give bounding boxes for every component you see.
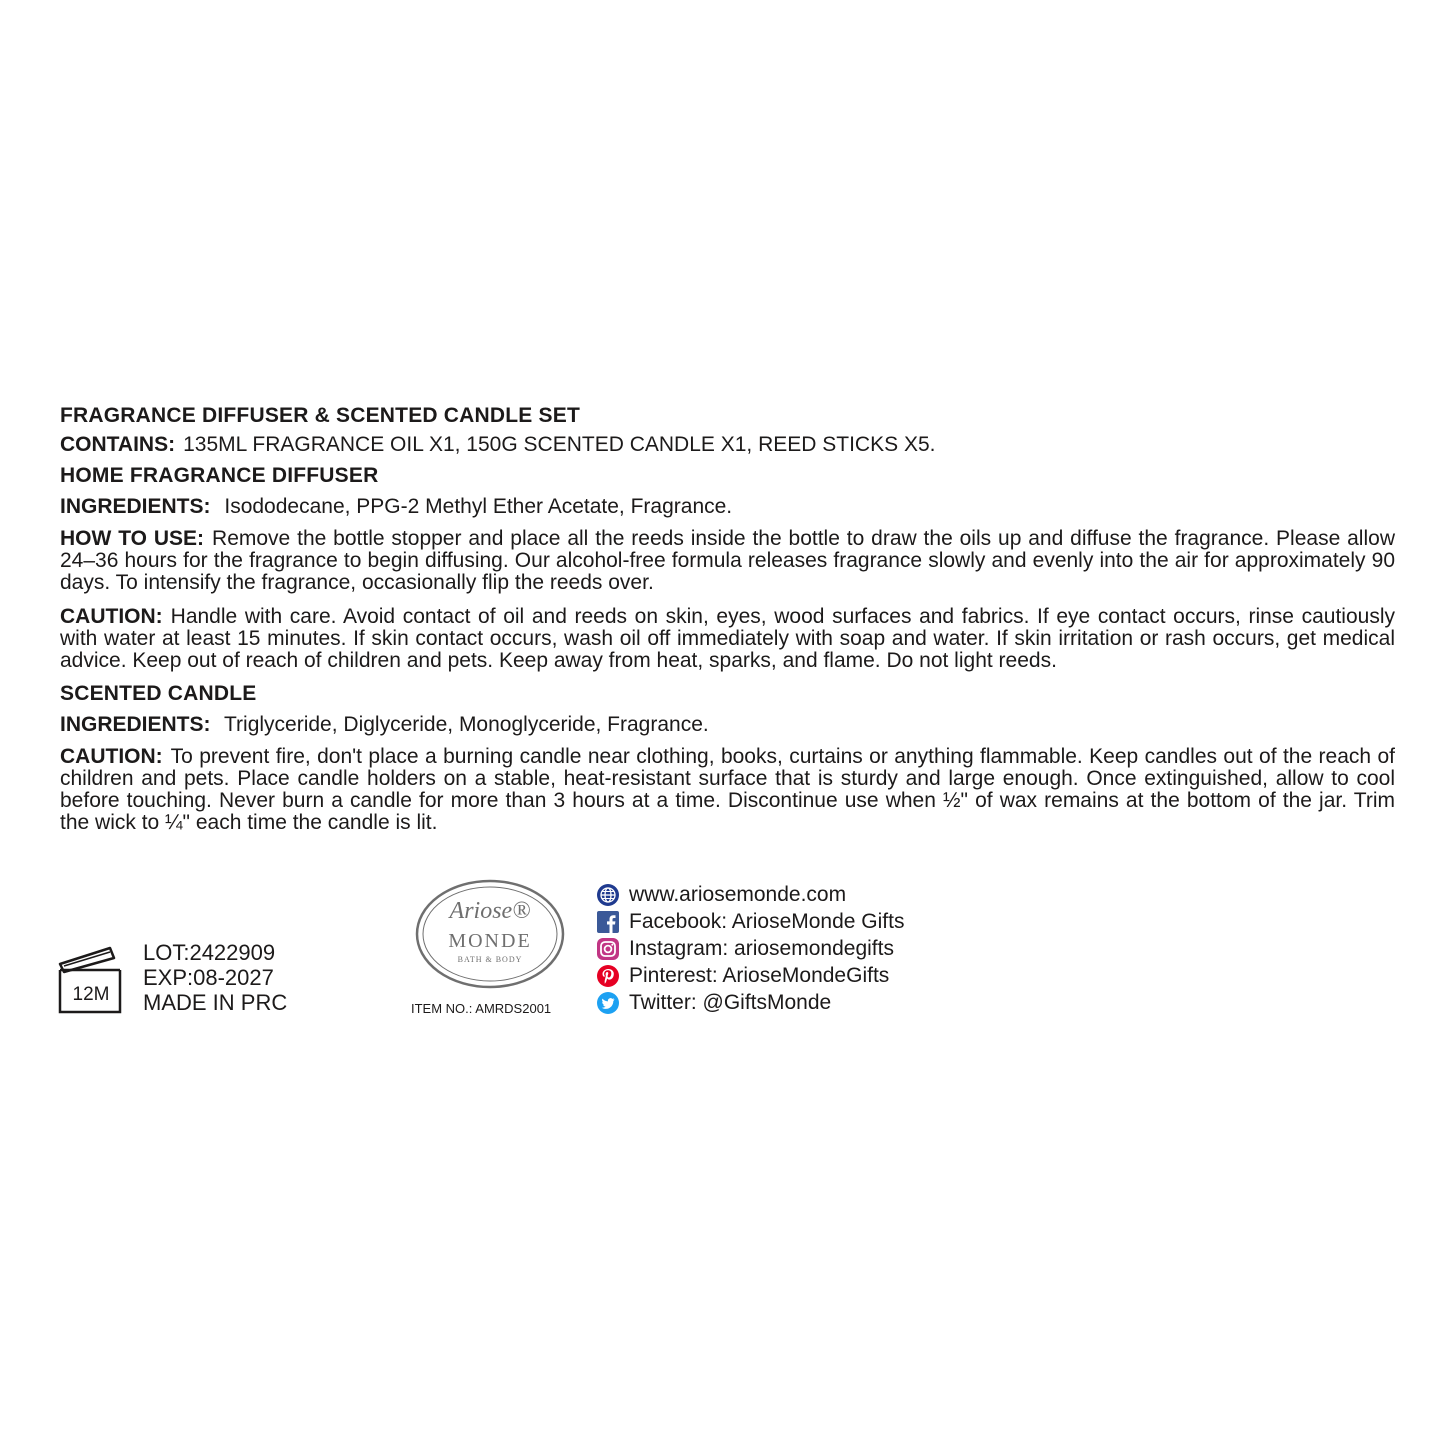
- diffuser-how-to-use: [60, 528, 1395, 594]
- candle-caution-key: CAUTION:: [60, 745, 163, 768]
- twitter-icon: [596, 991, 620, 1015]
- facebook-row[interactable]: [596, 908, 904, 935]
- logo-script-text: Ariose®: [449, 898, 531, 924]
- how-to-use-text: Remove the bottle stopper and place all the reeds inside the bottle to draw the oils up and diffuse the fragrance. Please allow 24–36 hours for the fragrance to begin diffusing. Our alcohol-free formula releases fragrance slowly and evenly into the air for approximately 90 days. To intensify the fragrance, occasionally flip the reeds over.: [60, 527, 1395, 594]
- diffuser-caution-key: CAUTION:: [60, 605, 163, 628]
- diffuser-ingredients-key: INGREDIENTS:: [60, 495, 211, 518]
- candle-ingredients-text: Triglyceride, Diglyceride, Monoglyceride, Fragrance.: [223, 713, 709, 736]
- contains-text: 135ML FRAGRANCE OIL X1, 150G SCENTED CANDLE X1, REED STICKS X5.: [183, 433, 936, 456]
- item-number: ITEM NO.: AMRDS2001: [411, 1001, 552, 1016]
- website-row[interactable]: [596, 881, 904, 908]
- how-to-use-key: HOW TO USE:: [60, 527, 205, 550]
- contains-line: [60, 434, 1395, 456]
- origin: MADE IN PRC: [143, 990, 288, 1015]
- open-jar-icon: [58, 944, 124, 1016]
- instagram-row[interactable]: [596, 935, 904, 962]
- globe-icon: [596, 883, 620, 907]
- pinterest-row[interactable]: [596, 962, 904, 989]
- logo-tagline: BATH & BODY: [457, 955, 523, 964]
- facebook-text: Facebook: ArioseMonde Gifts: [629, 910, 905, 933]
- product-label: [60, 402, 1395, 834]
- candle-caution-text: To prevent fire, don't place a burning candle near clothing, books, curtains or anything flammable. Keep candles out of the reach of children and pets. Place candle holders on a stable, heat-resistant surface that is sturdy and large enough. Once extinguished, allow to cool before touching. Never burn a candle for more than 3 hours at a time. Discontinue use when ½" of wax remains at the bottom of the jar. Trim the wick to ¼" each time the candle is lit.: [60, 745, 1395, 834]
- brand-logo: [414, 878, 566, 990]
- pao-label: 12M: [72, 984, 110, 1005]
- facebook-icon: [596, 910, 620, 934]
- candle-caution: [60, 746, 1395, 834]
- instagram-text: Instagram: ariosemondegifts: [629, 937, 894, 960]
- twitter-row[interactable]: [596, 989, 904, 1016]
- diffuser-caution: [60, 606, 1395, 672]
- website-text: www.ariosemonde.com: [629, 883, 847, 906]
- twitter-text: Twitter: @GiftsMonde: [629, 991, 832, 1014]
- pinterest-icon: [596, 964, 620, 988]
- lot-info: [143, 940, 287, 1015]
- candle-ingredients: [60, 714, 1395, 736]
- candle-title: SCENTED CANDLE: [60, 682, 257, 705]
- social-links: [596, 881, 904, 1016]
- diffuser-ingredients: [60, 496, 1395, 518]
- candle-ingredients-key: INGREDIENTS:: [60, 713, 211, 736]
- label-title: FRAGRANCE DIFFUSER & SCENTED CANDLE SET: [60, 404, 580, 427]
- instagram-icon: [596, 937, 620, 961]
- logo-brand-text: MONDE: [448, 930, 532, 952]
- diffuser-caution-text: Handle with care. Avoid contact of oil and reeds on skin, eyes, wood surfaces and fabrics. If eye contact occurs, rinse cautiously with water at least 15 minutes. If skin contact occurs, wash oil off immediately with soap and water. If skin irritation or rash occurs, get medical advice. Keep out of reach of children and pets. Keep away from heat, sparks, and flame. Do not light reeds.: [60, 605, 1395, 672]
- lot-number: LOT:2422909: [143, 940, 276, 965]
- diffuser-ingredients-text: Isododecane, PPG-2 Methyl Ether Acetate, Fragrance.: [224, 495, 733, 518]
- expiry-date: EXP:08-2027: [143, 965, 274, 990]
- contains-key: CONTAINS:: [60, 433, 176, 456]
- pinterest-text: Pinterest: ArioseMondeGifts: [629, 964, 890, 987]
- diffuser-title: HOME FRAGRANCE DIFFUSER: [60, 464, 379, 487]
